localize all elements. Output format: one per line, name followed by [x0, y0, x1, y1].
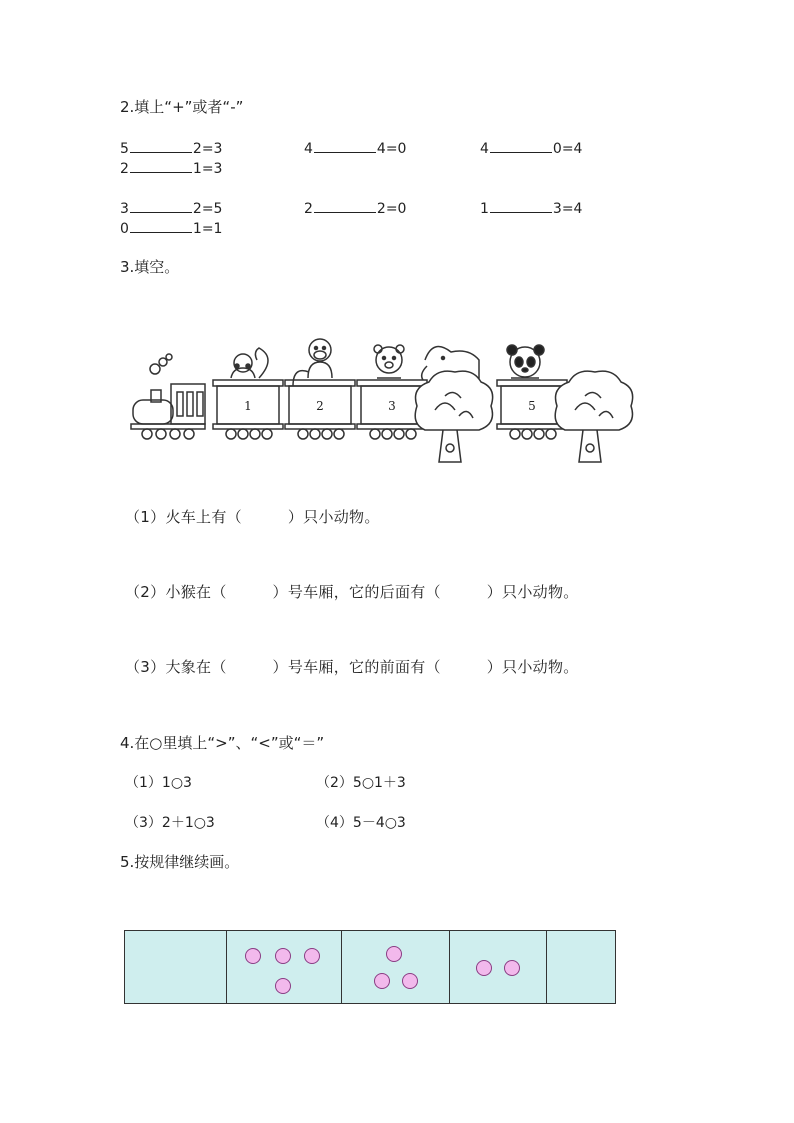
- compare-item[interactable]: （1）1○3: [125, 775, 192, 791]
- equation[interactable]: 1 3=4: [480, 201, 583, 217]
- question-2: （2）小猴在（ ）号车厢，它的后面有（ ）只小动物。: [125, 583, 579, 601]
- pattern-cell-4: [227, 931, 342, 1003]
- answer-blank[interactable]: [314, 200, 376, 213]
- equation[interactable]: 2 2=0: [304, 201, 407, 217]
- answer-blank[interactable]: [314, 140, 376, 153]
- question-1: （1）火车上有（ ）只小动物。: [125, 508, 380, 526]
- equation[interactable]: 0 1=1: [120, 221, 223, 237]
- pattern-cell-3: [342, 931, 450, 1003]
- equation[interactable]: 2 1=3: [120, 161, 223, 177]
- train-illustration: [125, 330, 635, 470]
- answer-blank[interactable]: [490, 200, 552, 213]
- answer-blank[interactable]: [130, 220, 192, 233]
- car-number: 2: [316, 399, 324, 413]
- pattern-cell-2: [450, 931, 547, 1003]
- dot: [275, 948, 291, 964]
- pattern-cell-empty[interactable]: [547, 931, 615, 1003]
- car-number: 5: [528, 399, 536, 413]
- dot: [476, 960, 492, 976]
- dot: [245, 948, 261, 964]
- equation[interactable]: 4 0=4: [480, 141, 583, 157]
- compare-item[interactable]: （3）2＋1○3: [125, 815, 215, 831]
- pattern-box: [124, 930, 616, 1004]
- dot: [504, 960, 520, 976]
- equation[interactable]: 3 2=5: [120, 201, 223, 217]
- equation[interactable]: 5 2=3: [120, 141, 223, 157]
- compare-item[interactable]: （2）5○1＋3: [316, 775, 406, 791]
- tree-icon: [415, 371, 492, 462]
- dot: [386, 946, 402, 962]
- section3-heading: 3.填空。: [120, 258, 180, 276]
- dot: [374, 973, 390, 989]
- car-number: 1: [244, 399, 252, 413]
- train-car: [285, 339, 355, 439]
- locomotive-icon: [131, 354, 205, 439]
- answer-blank[interactable]: [130, 140, 192, 153]
- section5-heading: 5.按规律继续画。: [120, 853, 240, 871]
- compare-item[interactable]: （4）5－4○3: [316, 815, 406, 831]
- dot: [304, 948, 320, 964]
- question-3: （3）大象在（ ）号车厢，它的前面有（ ）只小动物。: [125, 658, 579, 676]
- pattern-cell-empty[interactable]: [125, 931, 227, 1003]
- section4-heading: 4.在○里填上“>”、“<”或“＝”: [120, 734, 325, 752]
- train-car: [213, 348, 283, 439]
- section2-heading: 2.填上“+”或者“-”: [120, 98, 244, 116]
- answer-blank[interactable]: [490, 140, 552, 153]
- tree-icon: [555, 371, 632, 462]
- dot: [402, 973, 418, 989]
- answer-blank[interactable]: [130, 200, 192, 213]
- equation[interactable]: 4 4=0: [304, 141, 407, 157]
- dot: [275, 978, 291, 994]
- answer-blank[interactable]: [130, 160, 192, 173]
- car-number: 3: [388, 399, 396, 413]
